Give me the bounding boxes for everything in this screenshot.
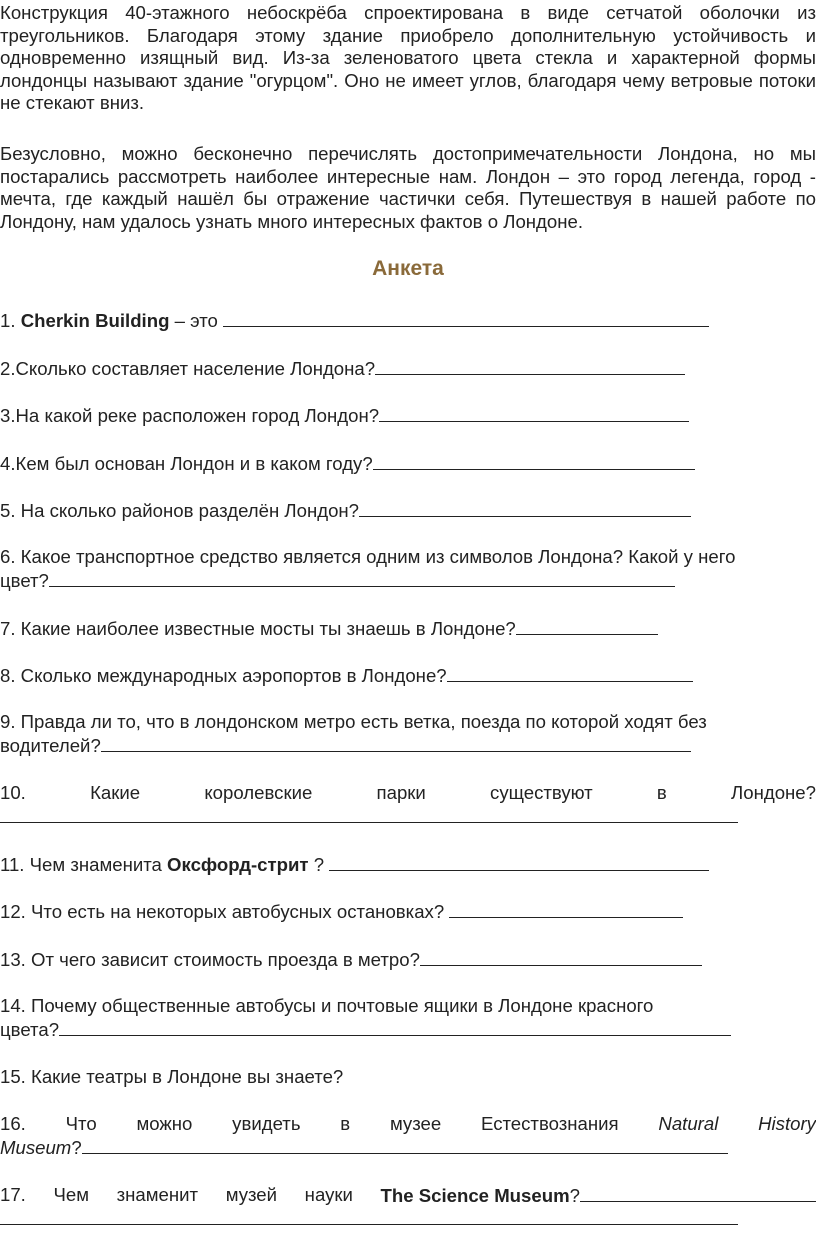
question-6-line-1: 6. Какое транспортное средство является одним из символов Лондона? Какой у него <box>0 546 736 567</box>
question-5: 5. На сколько районов разделён Лондон? <box>0 499 691 523</box>
question-12: 12. Что есть на некоторых автобусных остановках? <box>0 900 683 924</box>
question-1-term: Cherkin Building <box>20 310 170 331</box>
question-11-term: Оксфорд-стрит <box>167 854 309 875</box>
question-8: 8. Сколько международных аэропортов в Лондоне? <box>0 664 693 688</box>
answer-line-5[interactable] <box>359 499 691 517</box>
answer-line-13[interactable] <box>420 948 702 966</box>
answer-line-4[interactable] <box>373 452 695 470</box>
question-16-line-2: Museum? <box>0 1136 728 1160</box>
intro-paragraph-1: Конструкция 40-этажного небоскрёба спроектирована в виде сетчатой оболочки из треугольников. Благодаря этому здание приобрело дополнительную устойчивость и одновременно изящный вид. Из-за зеленоватого цвета стекла и характерной формы лондонцы называют здание "огурцом". Оно не имеет углов, благодаря чему ветровые потоки не стекают вниз. <box>0 2 816 113</box>
answer-line-6[interactable] <box>49 569 675 587</box>
answer-line-16[interactable] <box>82 1136 728 1154</box>
question-3: 3.На какой реке расположен город Лондон? <box>0 404 689 428</box>
question-7: 7. Какие наиболее известные мосты ты знаешь в Лондоне? <box>0 617 658 641</box>
question-1: 1. Cherkin Building – это <box>0 309 709 333</box>
question-14-line-1: 14. Почему общественные автобусы и почтовые ящики в Лондоне красного <box>0 995 654 1016</box>
question-11: 11. Чем знаменита Оксфорд-стрит ? <box>0 853 709 877</box>
question-17-term: The Science Museum <box>380 1185 570 1206</box>
question-14-line-2: цвета? <box>0 1018 731 1042</box>
question-6-line-2: цвет? <box>0 569 675 593</box>
question-17: 17. Чем знаменит музей науки The Science Museum? <box>0 1184 816 1208</box>
answer-line-1[interactable] <box>223 309 709 327</box>
question-10: 10. Какие королевские парки существуют в Лондоне? <box>0 782 816 803</box>
answer-line-9[interactable] <box>101 734 691 752</box>
answer-line-3[interactable] <box>379 404 689 422</box>
answer-line-14[interactable] <box>59 1018 731 1036</box>
questionnaire-title: Анкета <box>372 257 444 280</box>
answer-line-2[interactable] <box>375 357 685 375</box>
answer-line-12[interactable] <box>449 900 683 918</box>
question-13: 13. От чего зависит стоимость проезда в метро? <box>0 948 702 972</box>
answer-line-11[interactable] <box>329 853 709 871</box>
question-4: 4.Кем был основан Лондон и в каком году? <box>0 452 695 476</box>
answer-line-17b[interactable] <box>0 1224 738 1225</box>
intro-paragraph-2: Безусловно, можно бесконечно перечислять достопримечательности Лондона, но мы постарались рассмотреть наиболее интересные нам. Лондон – это город легенда, город - мечта, где каждый нашёл бы отражение частички себя. Путешествуя в нашей работе по Лондону, нам удалось узнать много интересных фактов о Лондоне. <box>0 143 816 232</box>
answer-line-8[interactable] <box>447 664 693 682</box>
question-2: 2.Сколько составляет население Лондона? <box>0 357 685 381</box>
question-9-line-2: водителей? <box>0 734 691 758</box>
question-16-line-1: 16. Что можно увидеть в музее Естествознания Natural History <box>0 1113 816 1134</box>
answer-line-17a[interactable] <box>580 1184 816 1202</box>
question-15: 15. Какие театры в Лондоне вы знаете? <box>0 1066 344 1087</box>
question-9-line-1: 9. Правда ли то, что в лондонском метро есть ветка, поезда по которой ходят без <box>0 711 707 732</box>
answer-line-7[interactable] <box>516 617 658 635</box>
answer-line-10[interactable] <box>0 822 738 823</box>
